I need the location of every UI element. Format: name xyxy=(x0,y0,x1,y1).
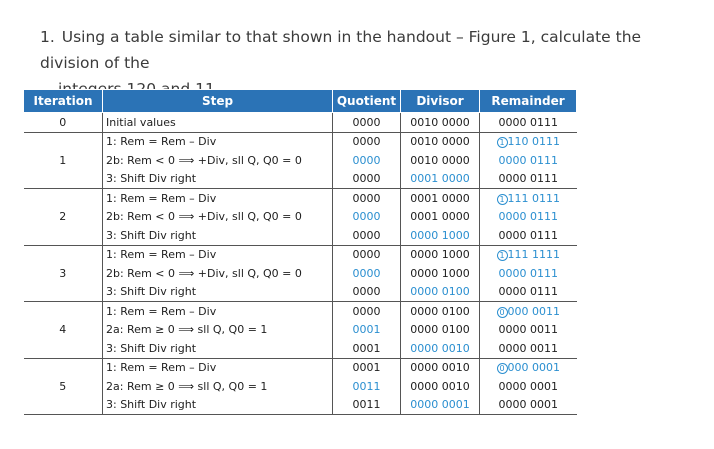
remainder-cell: 0000 0011 xyxy=(480,339,577,358)
divisor-cell: 0000 1000 xyxy=(401,226,480,245)
table-row xyxy=(24,339,577,358)
table-row xyxy=(24,170,577,189)
remainder-cell: 0000 0111 xyxy=(498,210,558,224)
step-cell: 3: Shift Div right xyxy=(103,339,333,358)
iteration-cell: 0 xyxy=(24,113,103,133)
quotient-cell: 0000 xyxy=(333,170,401,189)
divisor-cell: 0010 0000 xyxy=(401,151,480,170)
divisor-cell: 0010 0000 xyxy=(401,113,480,133)
quotient-cell: 0000 xyxy=(333,113,401,133)
quotient-cell: 0001 xyxy=(333,321,401,340)
circled-sign-bit: 0 xyxy=(497,307,508,318)
quotient-cell: 0000 xyxy=(333,208,401,227)
divisor-cell: 0001 0000 xyxy=(401,170,480,189)
step-cell: Initial values xyxy=(103,113,333,133)
table-row xyxy=(24,226,577,245)
remainder-cell: 0000 0111 xyxy=(480,170,577,189)
quotient-cell: 0000 xyxy=(333,226,401,245)
quotient-cell: 0000 xyxy=(333,302,401,321)
divisor-cell: 0000 0001 xyxy=(401,396,480,415)
header-quotient: Quotient xyxy=(333,90,401,113)
header-iteration: Iteration xyxy=(24,90,103,113)
question-number: 1. xyxy=(40,28,55,46)
remainder-value: 000 0001 xyxy=(507,361,560,375)
table-row xyxy=(24,283,577,302)
division-table xyxy=(23,89,577,415)
remainder-cell xyxy=(480,189,577,208)
step-cell: 3: Shift Div right xyxy=(103,170,333,189)
divisor-cell: 0000 0100 xyxy=(401,283,480,302)
step-cell: 2b: Rem < 0 ⟹ +Div, sll Q, Q0 = 0 xyxy=(103,264,333,283)
step-cell: 1: Rem = Rem – Div xyxy=(103,245,333,264)
circled-sign-bit: 0 xyxy=(497,363,508,374)
remainder-value: 110 0111 xyxy=(507,135,560,149)
table-row xyxy=(24,132,577,151)
step-cell: 2b: Rem < 0 ⟹ +Div, sll Q, Q0 = 0 xyxy=(103,151,333,170)
remainder-value: 111 1111 xyxy=(507,248,560,262)
remainder-value: 000 0011 xyxy=(507,304,560,318)
table-row xyxy=(24,264,577,283)
step-cell: 1: Rem = Rem – Div xyxy=(103,189,333,208)
step-cell: 2b: Rem < 0 ⟹ +Div, sll Q, Q0 = 0 xyxy=(103,208,333,227)
remainder-cell xyxy=(480,245,577,264)
divisor-cell: 0001 0000 xyxy=(401,189,480,208)
divisor-cell: 0000 0100 xyxy=(401,302,480,321)
quotient-cell: 0000 xyxy=(333,245,401,264)
divisor-cell: 0000 0010 xyxy=(401,377,480,396)
table-body xyxy=(24,113,577,415)
remainder-cell xyxy=(480,302,577,321)
divisor-cell: 0000 0010 xyxy=(401,339,480,358)
remainder-cell xyxy=(480,132,577,151)
remainder-cell xyxy=(480,358,577,377)
header-divisor: Divisor xyxy=(401,90,480,113)
table-row xyxy=(24,245,577,264)
circled-sign-bit: 1 xyxy=(497,137,508,148)
remainder-cell: 0000 0001 xyxy=(480,396,577,415)
quotient-cell: 0001 xyxy=(333,339,401,358)
remainder-cell: 0000 0011 xyxy=(498,323,558,337)
iteration-cell: 2 xyxy=(24,189,103,246)
table-row xyxy=(24,396,577,415)
remainder-cell: 0000 0111 xyxy=(480,113,577,133)
quotient-cell: 0011 xyxy=(333,396,401,415)
question-line-1: Using a table similar to that shown in the handout – Figure 1, calculate the division of the xyxy=(40,28,642,72)
quotient-cell: 0011 xyxy=(333,377,401,396)
quotient-cell: 0001 xyxy=(333,358,401,377)
step-cell: 3: Shift Div right xyxy=(103,226,333,245)
step-cell: 2a: Rem ≥ 0 ⟹ sll Q, Q0 = 1 xyxy=(103,321,333,340)
table-header-row xyxy=(24,90,577,113)
table-row xyxy=(24,208,577,227)
divisor-cell: 0000 0010 xyxy=(401,358,480,377)
iteration-cell: 3 xyxy=(24,245,103,302)
table-row xyxy=(24,113,577,133)
header-remainder: Remainder xyxy=(480,90,577,113)
remainder-cell: 0000 0111 xyxy=(480,226,577,245)
step-cell: 2a: Rem ≥ 0 ⟹ sll Q, Q0 = 1 xyxy=(103,377,333,396)
iteration-cell: 4 xyxy=(24,302,103,359)
divisor-cell: 0001 0000 xyxy=(401,208,480,227)
step-cell: 3: Shift Div right xyxy=(103,283,333,302)
divisor-cell: 0000 0100 xyxy=(401,321,480,340)
table-row xyxy=(24,358,577,377)
quotient-cell: 0000 xyxy=(333,189,401,208)
table-row xyxy=(24,189,577,208)
circled-sign-bit: 1 xyxy=(497,250,508,261)
remainder-cell: 0000 0111 xyxy=(498,153,558,167)
remainder-value: 111 0111 xyxy=(507,191,560,205)
step-cell: 1: Rem = Rem – Div xyxy=(103,132,333,151)
divisor-cell: 0000 1000 xyxy=(401,264,480,283)
iteration-cell: 1 xyxy=(24,132,103,189)
header-step: Step xyxy=(103,90,333,113)
remainder-cell: 0000 0111 xyxy=(498,266,558,280)
iteration-cell: 5 xyxy=(24,358,103,415)
divisor-cell: 0010 0000 xyxy=(401,132,480,151)
quotient-cell: 0000 xyxy=(333,283,401,302)
table-row xyxy=(24,302,577,321)
quotient-cell: 0000 xyxy=(333,151,401,170)
quotient-cell: 0000 xyxy=(333,132,401,151)
table-row xyxy=(24,151,577,170)
remainder-cell: 0000 0111 xyxy=(480,283,577,302)
remainder-cell: 0000 0001 xyxy=(498,379,558,393)
circled-sign-bit: 1 xyxy=(497,194,508,205)
step-cell: 1: Rem = Rem – Div xyxy=(103,358,333,377)
table-row xyxy=(24,321,577,340)
divisor-cell: 0000 1000 xyxy=(401,245,480,264)
table-row xyxy=(24,377,577,396)
quotient-cell: 0000 xyxy=(333,264,401,283)
step-cell: 1: Rem = Rem – Div xyxy=(103,302,333,321)
step-cell: 3: Shift Div right xyxy=(103,396,333,415)
